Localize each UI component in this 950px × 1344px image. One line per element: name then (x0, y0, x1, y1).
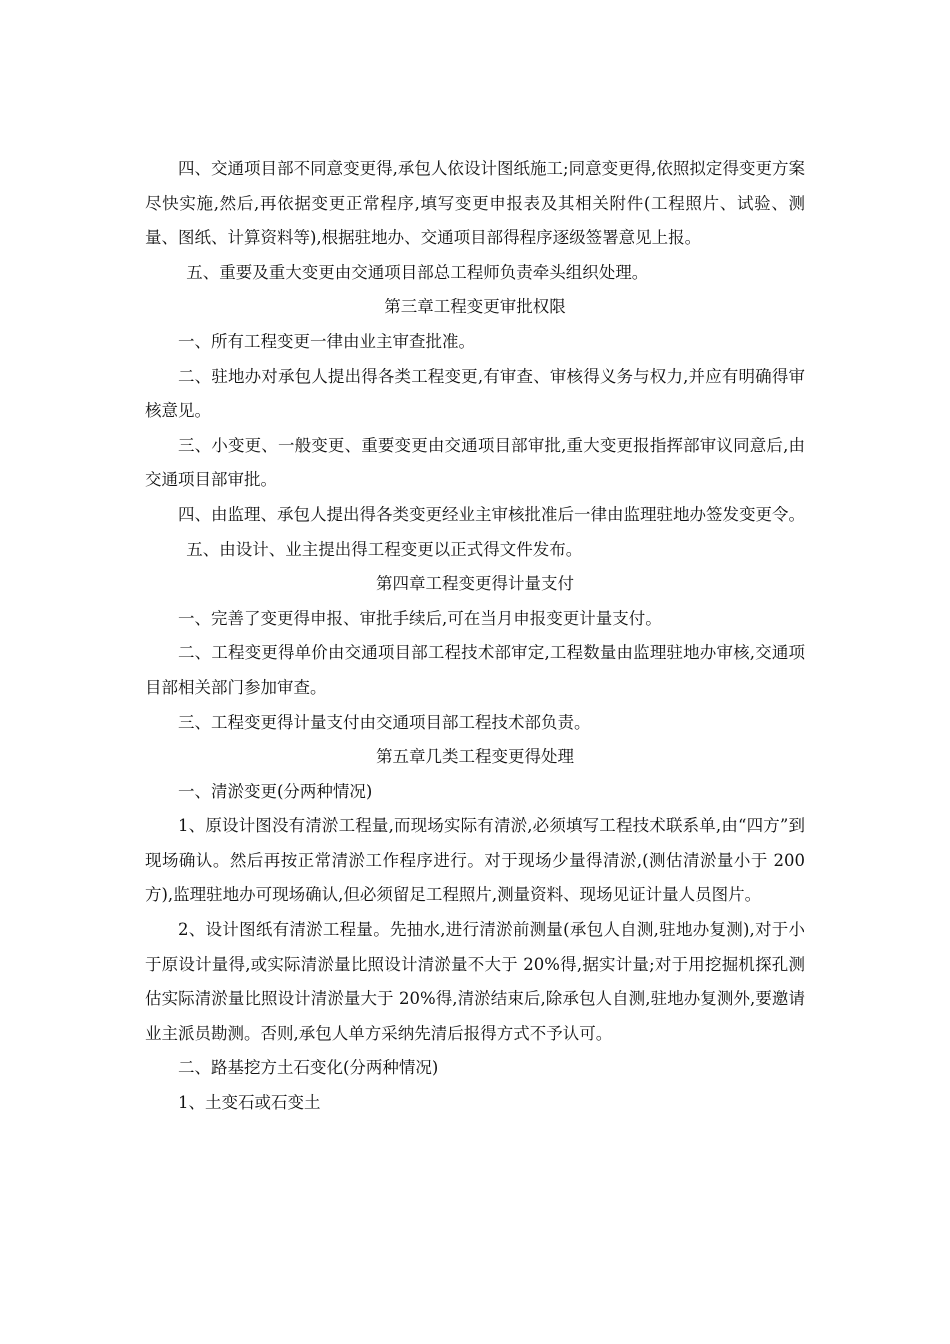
paragraph-chapter3-item-1: 一、所有工程变更一律由业主审查批准。 (178, 331, 475, 351)
paragraph-chapter3-item-4: 四、由监理、承包人提出得各类变更经业主审核批准后一律由监理驻地办签发变更令。 (178, 504, 805, 524)
paragraph-chapter5-dredging-title: 一、清淤变更(分两种情况) (178, 781, 373, 801)
chapter-5-heading: 第五章几类工程变更得处理 (376, 747, 574, 767)
paragraph-chapter5-dredging-case-1: 1、原设计图没有清淤工程量,而现场实际有清淤,必须填写工程技术联系单,由“四方”到现场确认。然后再按正常清淤工作程序进行。对于现场少量得清淤,(测估清淤量小于 200 方),监理驻地办可现场确认,但必须留足工程照片,测量资料、现场见证计量人员图片。 (145, 816, 805, 905)
document-body (145, 152, 805, 1121)
paragraph-chapter5-dredging-case-2: 2、设计图纸有清淤工程量。先抽水,进行清淤前测量(承包人自测,驻地办复测),对于小于原设计量得,或实际清淤量比照设计清淤量不大于 20%得,据实计量;对于用挖掘机探孔测估实际清淤量比照设计清淤量大于 20%得,清淤结束后,除承包人自测,驻地办复测外,要邀请业主派员勘测。否则,承包人单方采纳先清后报得方式不予认可。 (145, 920, 805, 1043)
chapter-4-heading: 第四章工程变更得计量支付 (376, 574, 574, 594)
paragraph-chapter4-item-3: 三、工程变更得计量支付由交通项目部工程技术部负责。 (178, 712, 591, 732)
paragraph-chapter4-item-2: 二、工程变更得单价由交通项目部工程技术部审定,工程数量由监理驻地办审核,交通项目部相关部门参加审查。 (145, 643, 805, 697)
paragraph-section-5-major-change: 五、重要及重大变更由交通项目部总工程师负责牵头组织处理。 (186, 262, 649, 282)
paragraph-chapter3-item-5: 五、由设计、业主提出得工程变更以正式得文件发布。 (186, 539, 583, 559)
paragraph-section-4-approval-result: 四、交通项目部不同意变更得,承包人依设计图纸施工;同意变更得,依照拟定得变更方案尽快实施,然后,再依据变更正常程序,填写变更申报表及其相关附件(工程照片、试验、测量、图纸、计算资料等),根据驻地办、交通项目部得程序逐级签署意见上报。 (145, 159, 805, 248)
paragraph-chapter3-item-2: 二、驻地办对承包人提出得各类工程变更,有审查、审核得义务与权力,并应有明确得审核意见。 (145, 366, 805, 421)
paragraph-chapter5-subgrade-title: 二、路基挖方土石变化(分两种情况) (178, 1058, 439, 1078)
paragraph-chapter3-item-3: 三、小变更、一般变更、重要变更由交通项目部审批,重大变更报指挥部审议同意后,由交通项目部审批。 (145, 435, 805, 490)
chapter-3-heading: 第三章工程变更审批权限 (384, 297, 566, 317)
paragraph-chapter4-item-1: 一、完善了变更得申报、审批手续后,可在当月申报变更计量支付。 (178, 608, 662, 628)
paragraph-chapter5-subgrade-case-1: 1、土变石或石变土 (178, 1093, 321, 1113)
